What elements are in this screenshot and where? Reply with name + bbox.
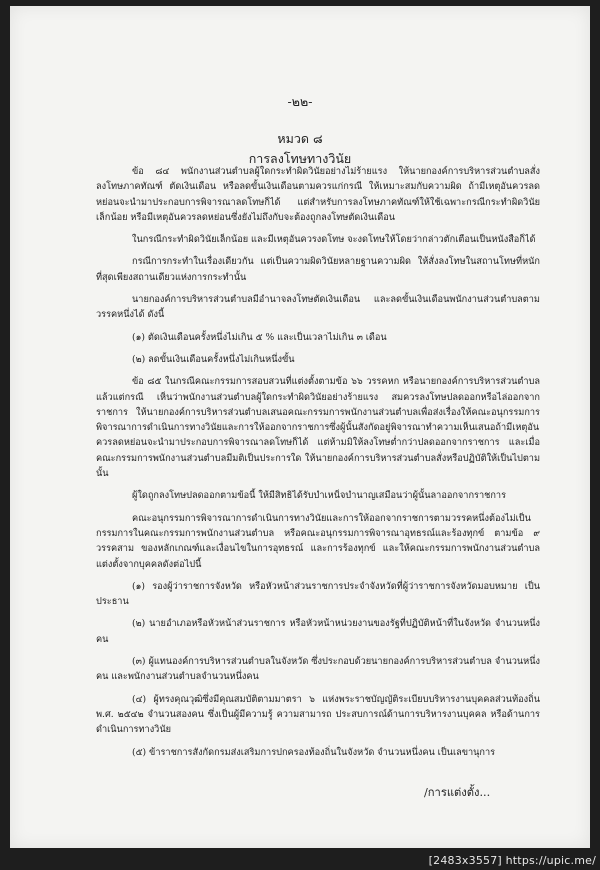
list-item: (๒) นายอำเภอหรือหัวหน้าส่วนราชการ หรือหัวหน้าหน่วยงานของรัฐที่ปฏิบัติหน้าที่ในจังหวัด จำนวนหนึ่งคน <box>96 618 540 645</box>
chapter-subtitle: การลงโทษทางวินัย <box>248 151 352 166</box>
list-item: (๑) ตัดเงินเดือนครั้งหนึ่งไม่เกิน ๕ % และเป็นเวลาไม่เกิน ๓ เดือน <box>132 331 387 343</box>
document-page <box>10 6 590 848</box>
paragraph: ข้อ ๘๔ พนักงานส่วนตำบลผู้ใดกระทำผิดวินัยอย่างไม่ร้ายแรง ให้นายกองค์การบริหารส่วนตำบลสั่งลงโทษภาคทัณฑ์ ตัดเงินเดือน หรือลดขั้นเงินเดือนตามควรแก่กรณี ให้เหมาะสมกับความผิด ถ้ามีเหตุอันควรลดหย่อนจะนำมาประกอบการพิจารณาลดโทษก็ได้ แต่สำหรับการลงโทษภาคทัณฑ์ให้ใช้เฉพาะกรณีกระทำผิดวินัยเล็กน้อย หรือมีเหตุอันควรลดหย่อนซึ่งยังไม่ถึงกับจะต้องถูกลงโทษตัดเงินเดือน <box>96 166 540 223</box>
paragraph: คณะอนุกรรมการพิจารณาการดำเนินการทางวินัยและการให้ออกจากราชการตามวรรคหนึ่งต้องไม่เป็นกรรมการในคณะกรรมการพนักงานส่วนตำบล หรือคณะอนุกรรมการพิจารณาอุทธรณ์และร้องทุกข์ ตามข้อ ๙ วรรคสาม ของหลักเกณฑ์และเงื่อนไขในการอุทธรณ์ และการร้องทุกข์ และให้คณะกรรมการพนักงานส่วนตำบลแต่งตั้งจากบุคคลดังต่อไปนี้ <box>96 512 540 570</box>
list-item: (๓) ผู้แทนองค์การบริหารส่วนตำบลในจังหวัด ซึ่งประกอบด้วยนายกองค์การบริหารส่วนตำบล จำนวนหนึ่งคน และพนักงานส่วนตำบลจำนวนหนึ่งคน <box>96 656 540 683</box>
chapter-title: หมวด ๘ <box>277 131 323 146</box>
paragraph: ในกรณีกระทำผิดวินัยเล็กน้อย และมีเหตุอันควรงดโทษ จะงดโทษให้โดยว่ากล่าวตักเตือนเป็นหนังสือก็ได้ <box>132 234 536 246</box>
page-number: -๒๒- <box>287 94 313 109</box>
list-item: (๕) ข้าราชการสังกัดกรมส่งเสริมการปกครองท้องถิ่นในจังหวัด จำนวนหนึ่งคน เป็นเลขานุการ <box>132 746 496 758</box>
list-item: (๔) ผู้ทรงคุณวุฒิซึ่งมีคุณสมบัติตามมาตรา ๖ แห่งพระราชบัญญัติระเบียบบริหารงานบุคคลส่วนท้องถิ่น พ.ศ. ๒๕๔๒ จำนวนสองคน ซึ่งเป็นผู้มีความรู้ ความสามารถ ประสบการณ์ด้านการบริหารงานบุคคล หรือด้านการดำเนินการทางวินัย <box>96 693 540 736</box>
paragraph: ข้อ ๘๕ ในกรณีคณะกรรมการสอบสวนที่แต่งตั้งตามข้อ ๖๖ วรรคหก หรือนายกองค์การบริหารส่วนตำบลแล้วแต่กรณี เห็นว่าพนักงานส่วนตำบลผู้ใดกระทำผิดวินัยอย่างร้ายแรง สมควรลงโทษปลดออกหรือไล่ออกจากราชการ ให้นายกองค์การบริหารส่วนตำบลเสนอคณะกรรมการพนักงานส่วนตำบลเพื่อส่งเรื่องให้คณะอนุกรรมการพิจารณาการดำเนินการทางวินัยและการให้ออกจากราชการซึ่งผู้นั้นสังกัดอยู่พิจารณาทำความเห็นเสนอถ้ามีเหตุอันควรลดหย่อนจะนำมาประกอบการพิจารณาลดโทษก็ได้ แต่ห้ามมิให้ลงโทษต่ำกว่าปลดออกจากราชการ และเมื่อคณะกรรมการพนักงานส่วนตำบลมีมติเป็นประการใด ให้นายกองค์การบริหารส่วนตำบลสั่งหรือปฏิบัติให้เป็นไปตามนั้น <box>96 376 540 480</box>
continuation-marker: /การแต่งตั้ง... <box>424 786 491 799</box>
list-item: (๒) ลดขั้นเงินเดือนครั้งหนึ่งไม่เกินหนึ่งขั้น <box>132 353 295 365</box>
paragraph: ผู้ใดถูกลงโทษปลดออกตามข้อนี้ ให้มีสิทธิได้รับบำเหน็จบำนาญเสมือนว่าผู้นั้นลาออกจากราชการ <box>132 490 507 502</box>
watermark-label: [2483x3557] https://upic.me/ <box>428 854 596 867</box>
list-item: (๑) รองผู้ว่าราชการจังหวัด หรือหัวหน้าส่วนราชการประจำจังหวัดที่ผู้ว่าราชการจังหวัดมอบหมาย เป็นประธาน <box>96 580 540 608</box>
paragraph: นายกองค์การบริหารส่วนตำบลมีอำนาจลงโทษตัดเงินเดือน และลดขั้นเงินเดือนพนักงานส่วนตำบลตามวรรคหนึ่งได้ ดังนี้ <box>96 294 540 321</box>
document-body <box>96 164 540 767</box>
paragraph: กรณีการกระทำในเรื่องเดียวกัน แต่เป็นความผิดวินัยหลายฐานความผิด ให้สั่งลงโทษในสถานโทษที่หนักที่สุดเพียงสถานเดียวแห่งการกระทำนั้น <box>96 256 540 283</box>
